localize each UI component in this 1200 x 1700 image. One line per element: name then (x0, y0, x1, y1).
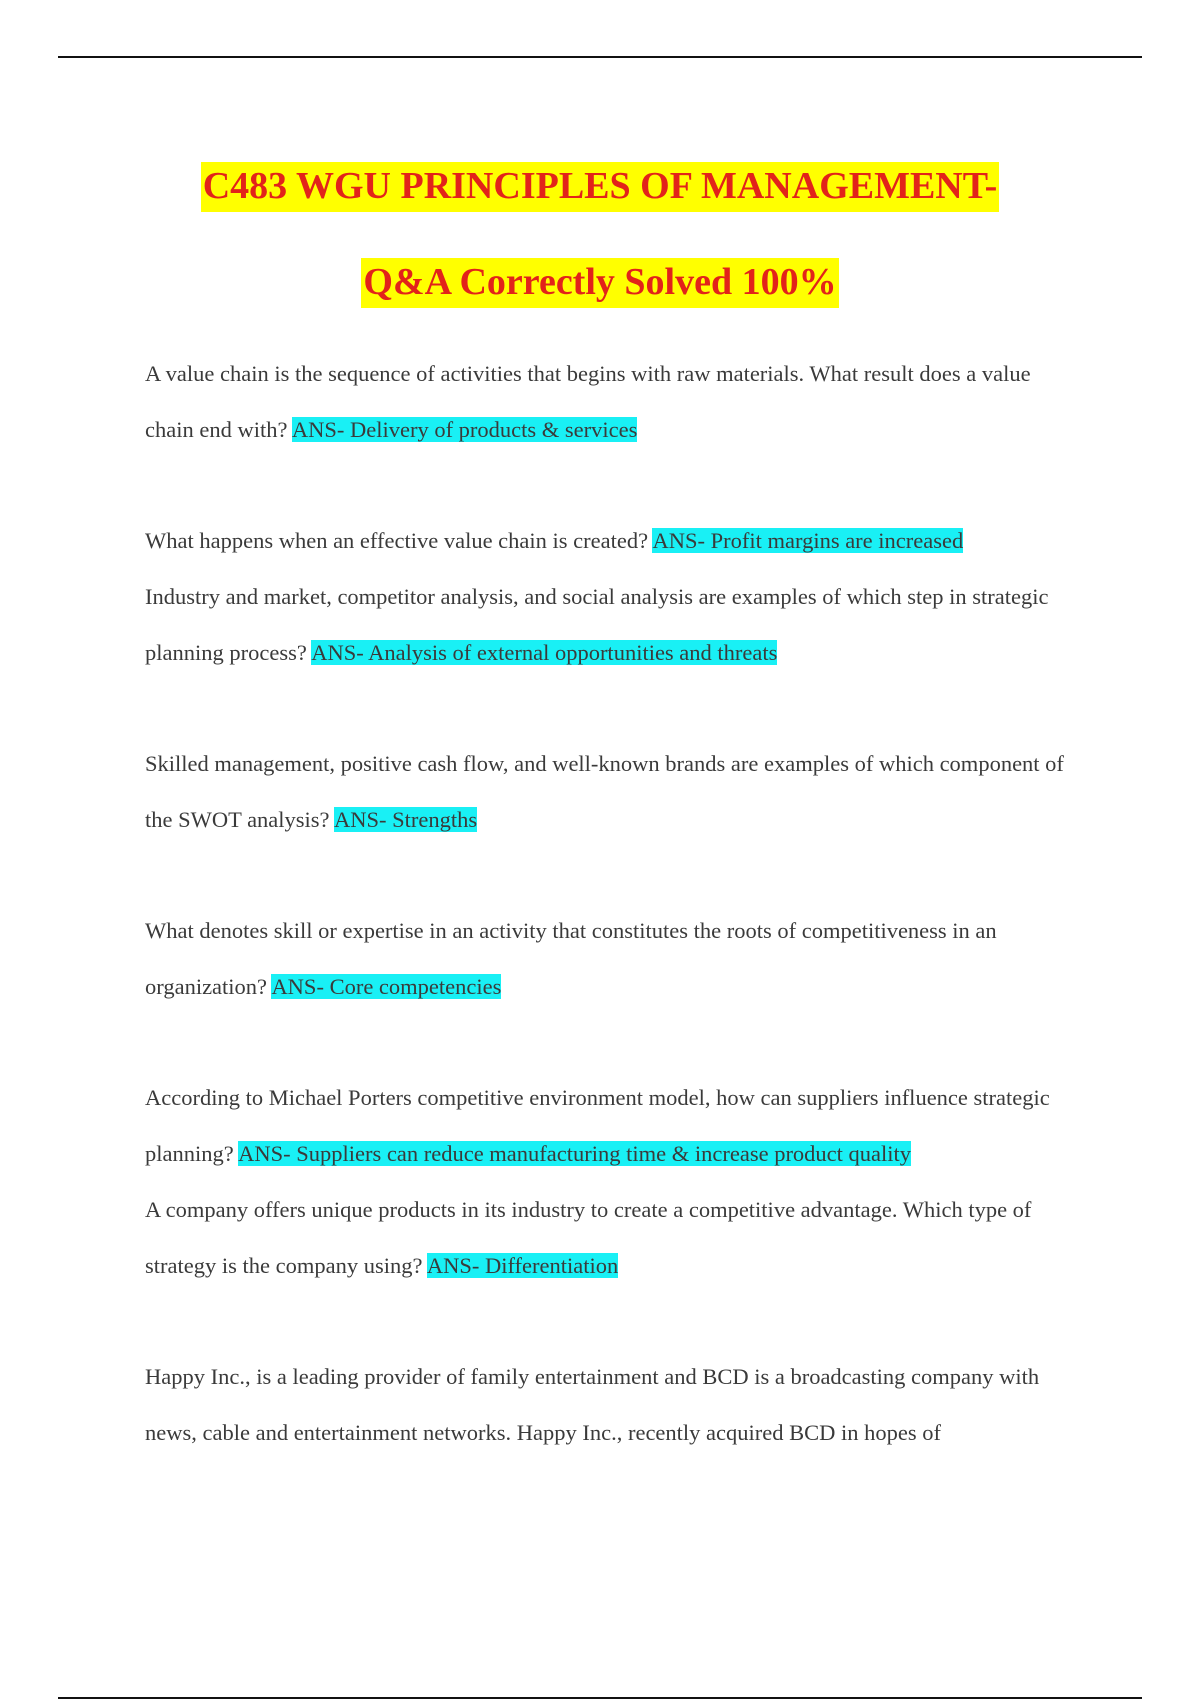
qa-list (145, 346, 1075, 1461)
question-3: Industry and market, competitor analysis, and social analysis are examples of which step in strategic planning process? (145, 584, 1049, 665)
answer-6: ANS- Suppliers can reduce manufacturing time & increase product quality (238, 1141, 912, 1166)
question-2: What happens when an effective value chain is created? (145, 528, 649, 553)
question-6: According to Michael Porters competitive environment model, how can suppliers influence strategic planning? (145, 1085, 1050, 1166)
answer-3: ANS- Analysis of external opportunities and threats (311, 640, 778, 665)
title-line-1: C483 WGU PRINCIPLES OF MANAGEMENT- (201, 162, 1000, 212)
title-line-2: Q&A Correctly Solved 100% (361, 258, 838, 308)
qa-item-2 (145, 513, 1075, 569)
question-1: A value chain is the sequence of activities that begins with raw materials. What result does a value chain end with? (145, 361, 1031, 442)
answer-5: ANS- Core competencies (271, 974, 502, 999)
answer-2: ANS- Profit margins are increased (652, 528, 964, 553)
qa-item-1 (145, 346, 1075, 458)
document-title (0, 162, 1200, 308)
bottom-rule (58, 1697, 1142, 1699)
top-rule (58, 56, 1142, 58)
question-8: Happy Inc., is a leading provider of family entertainment and BCD is a broadcasting company with news, cable and entertainment networks. Happy Inc., recently acquired BCD in hopes of (145, 1364, 1040, 1445)
answer-1: ANS- Delivery of products & services (291, 417, 638, 442)
answer-4: ANS- Strengths (333, 807, 478, 832)
question-5: What denotes skill or expertise in an activity that constitutes the roots of competitiveness in an organization? (145, 918, 997, 999)
qa-item-8 (145, 1349, 1075, 1461)
qa-item-5 (145, 903, 1075, 1015)
qa-item-6 (145, 1070, 1075, 1182)
qa-item-4 (145, 736, 1075, 848)
qa-item-7 (145, 1182, 1075, 1294)
question-4: Skilled management, positive cash flow, and well-known brands are examples of which component of the SWOT analysis? (145, 751, 1064, 832)
question-7: A company offers unique products in its industry to create a competitive advantage. Which type of strategy is the company using? (145, 1197, 1032, 1278)
qa-item-3 (145, 569, 1075, 681)
answer-7: ANS- Differentiation (426, 1253, 619, 1278)
